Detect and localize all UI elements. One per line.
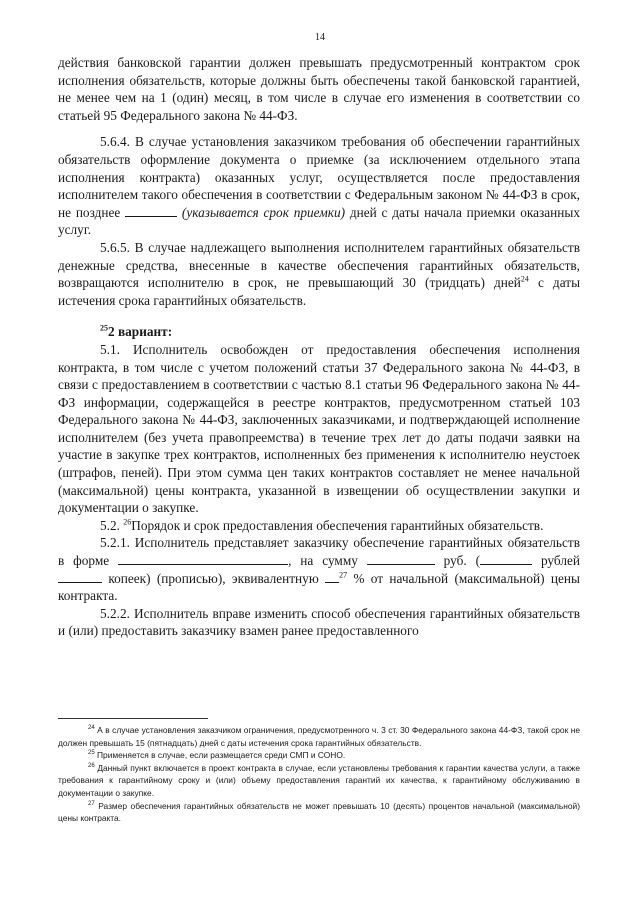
clause-5-6-4-tail: дней с даты начала приемки оказанных услуг.	[58, 204, 580, 238]
clause-5-2-num: 5.2.	[100, 517, 120, 533]
blank-field	[125, 205, 177, 217]
footnote-24	[58, 724, 580, 749]
clause-5-2-1-text-b: , на сумму	[288, 553, 358, 569]
clause-5-2-2: 5.2.2. Исполнитель вправе изменить способ обеспечения гарантийных обязательств и (или) предоставить заказчику взамен ранее предоставленного	[58, 605, 580, 639]
clause-5-2	[58, 517, 580, 535]
blank-sum	[367, 553, 435, 565]
clause-5-1: 5.1. Исполнитель освобожден от предоставления обеспечения исполнения контракта, в том числе с учетом положений статьи 37 Федерального закона № 44-ФЗ, в связи с предоставлением в соответствии с частью 8.1 статьи 96 Федерального закона № 44-ФЗ информации, содержащейся в реестре контрактов, предусмотренном статьей 103 Федерального закона № 44-ФЗ, заключенных заказчиками, и подтверждающей исполнение исполнителем (без учета правопреемства) в течение трех лет до даты подачи заявки на участие в закупке трех контрактов, исполненных без применения к исполнителю неустоек (штрафов, пеней). При этом сумма цен таких контрактов составляет не менее начальной (максимальной) цены контракта, указанной в извещении об осуществлении закупки и документации о закупке.	[58, 341, 580, 516]
footnote-27	[58, 800, 580, 825]
blank-kopecks	[58, 571, 102, 583]
footnote-text: Размер обеспечения гарантийных обязательств не может превышать 10 (десять) процентов начальной (максимальной) цены контракта.	[58, 800, 580, 824]
footnote-number: 25	[88, 750, 95, 757]
clause-5-2-1-text-c: руб.	[443, 553, 467, 569]
clause-5-2-1-text-g: % от начальной (максимальной) цены контракта.	[58, 570, 580, 604]
footnote-number: 27	[88, 800, 95, 807]
blank-form	[118, 553, 288, 565]
footnote-text: Применяется в случае, если размещается среди СМП и СОНО.	[97, 750, 346, 761]
clause-5-2-1-text-f: копеек) (прописью), эквивалентную	[108, 570, 319, 586]
clause-5-2-1-text-e: рублей	[540, 553, 580, 569]
footnote-text: Данный пункт включается в проект контракта в случае, если установлены требования к гарантии качества услуги, а также требования к гарантийному сроку и (или) объему предоставления гарантий их качества, к гарантийному обслуживанию в документации о закупке.	[58, 762, 580, 798]
clause-5-2-1-text-d: (	[475, 553, 481, 569]
footnote-26	[58, 762, 580, 800]
footnote-text: А в случае установления заказчиком ограничения, предусмотренного ч. 3 ст. 30 Федерального закона 44-ФЗ, такой срок не должен превышать 15 (пятнадцать) дней с даты истечения срока гарантийных обязательств.	[58, 725, 581, 748]
clause-5-6-5-text: 5.6.5. В случае надлежащего выполнения исполнителем гарантийных обязательств денежные средства, внесенные в качестве обеспечения гарантийных обязательств, возвращаются исполнителю в срок, не превышающий 30 (тридцать) дней	[58, 239, 580, 291]
clause-5-6-5	[58, 239, 580, 309]
clause-5-6-4	[58, 133, 580, 239]
clause-5-6-5-tail: с даты истечения срока гарантийных обязательств.	[58, 275, 581, 308]
footnote-25	[58, 749, 580, 762]
clause-5-6-4-hint: (указывается срок приемки)	[181, 204, 346, 220]
blank-percent	[325, 571, 339, 583]
footnotes	[58, 724, 580, 825]
clause-5-2-text: Порядок и срок предоставления обеспечения гарантийных обязательств.	[131, 517, 544, 533]
footnote-number: 24	[88, 725, 95, 732]
footnote-ref-25: 25	[100, 323, 108, 333]
variant-heading	[58, 323, 580, 341]
clause-5-2-1	[58, 534, 580, 604]
variant-label: 2 вариант:	[108, 324, 173, 340]
clause-5-6-4-text: 5.6.4. В случае установления заказчиком требования об обеспечении гарантийных обязательств оформление документа о приемке (за исключением отдельного этапа исполнения контракта) оказанных услуг, осуществляется после предоставления исполнителем такого обеспечения в соответствии с Федеральным законом № 44-ФЗ в срок, не позднее	[58, 134, 580, 220]
footnote-number: 26	[88, 762, 95, 769]
clause-5-2-1-text-a: 5.2.1. Исполнитель представляет заказчику обеспечение гарантийных обязательств в форме	[58, 535, 580, 569]
blank-rubles	[480, 553, 532, 565]
paragraph-continuation: действия банковской гарантии должен превышать предусмотренный контрактом срок исполнения обязательств, которые должны быть обеспечены такой банковской гарантией, не менее чем на 1 (один) месяц, в том числе в случае его изменения в соответствии со статьей 95 Федерального закона № 44-ФЗ.	[58, 55, 580, 123]
footnote-ref-26: 26	[123, 517, 132, 527]
page-number: 14	[315, 32, 325, 43]
footnote-ref-24: 24	[520, 274, 529, 284]
document-body	[58, 54, 580, 640]
footnote-separator	[58, 718, 208, 719]
footnote-ref-27: 27	[339, 570, 348, 580]
